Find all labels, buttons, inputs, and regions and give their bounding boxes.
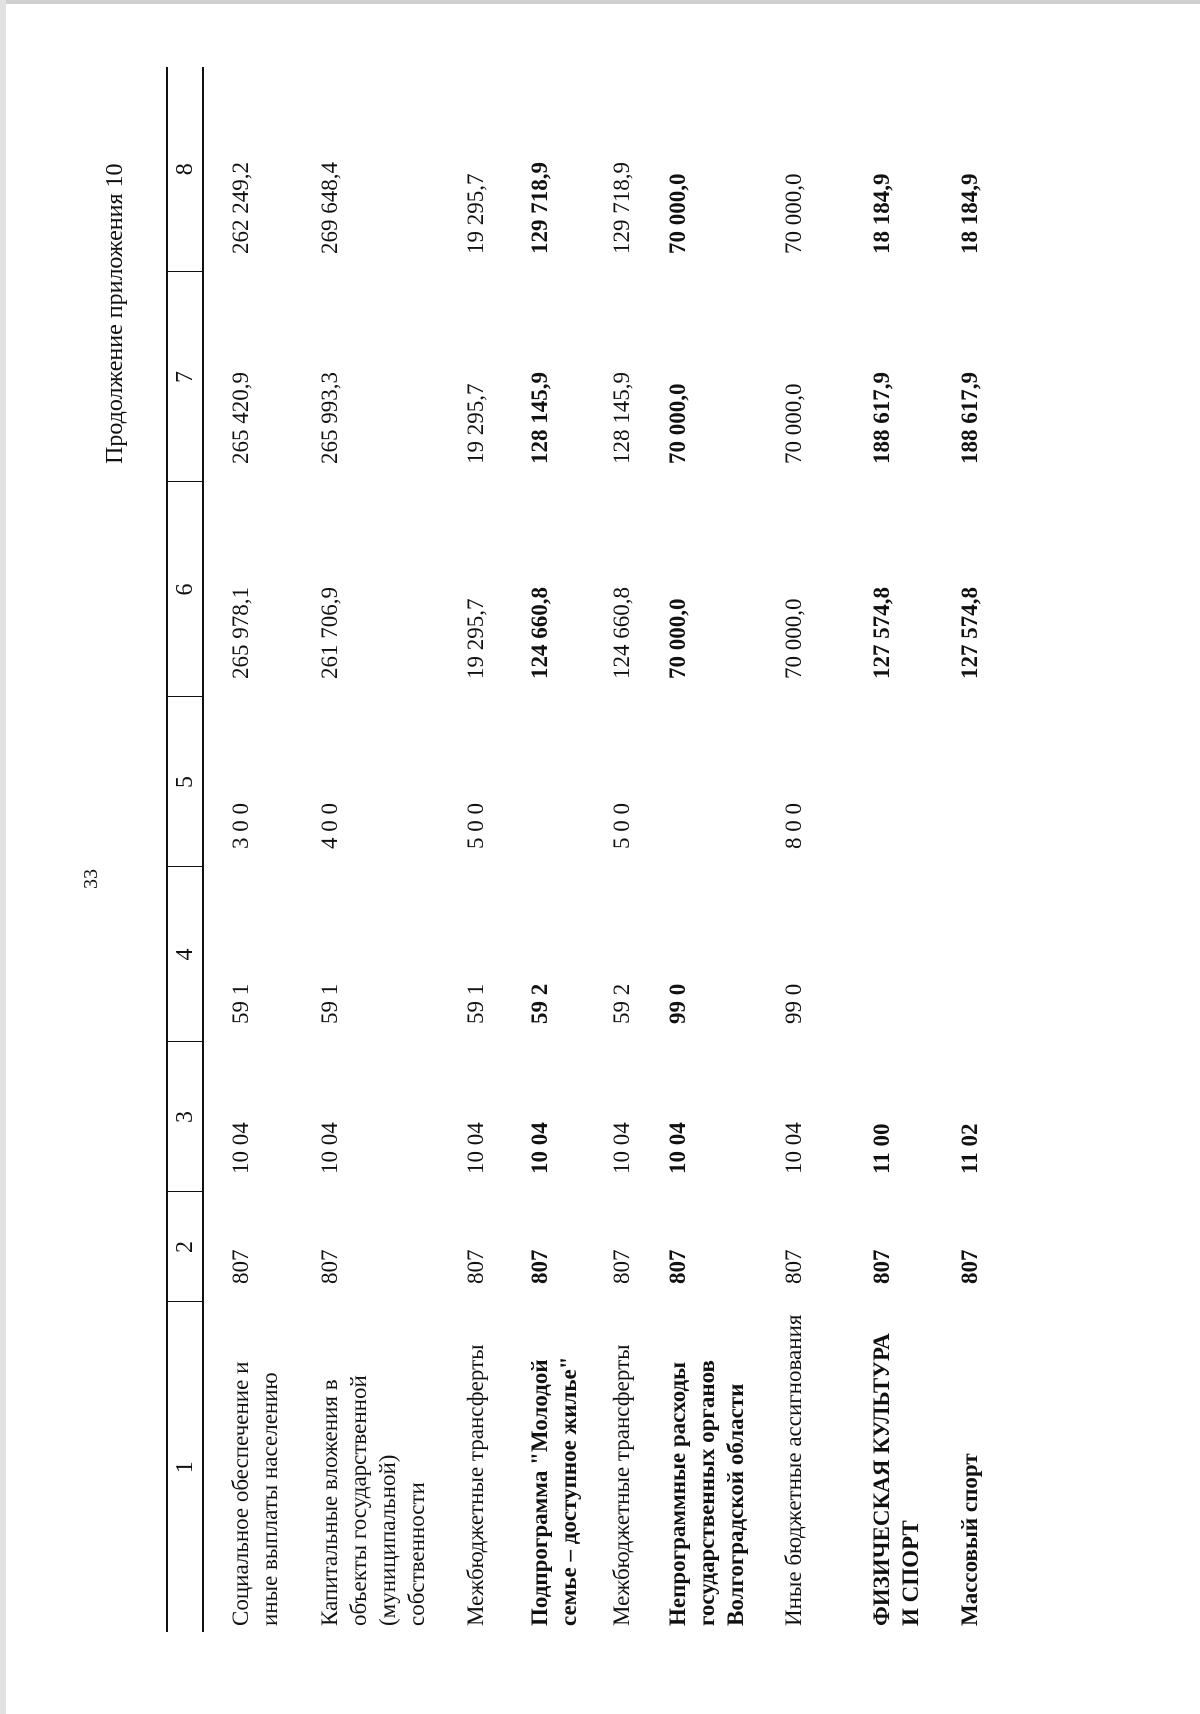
cell-col-4: 99 0	[781, 983, 806, 1024]
cell-col-8: 18 184,9	[869, 173, 894, 254]
cell-col-2: 807	[463, 1249, 488, 1284]
cell-col-6: 70 000,0	[781, 598, 806, 679]
cell-col-6: 127 574,8	[869, 587, 894, 679]
cell-col-2: 807	[665, 1249, 690, 1284]
cell-col-6: 265 978,1	[228, 587, 253, 679]
cell-col-2: 807	[781, 1249, 806, 1284]
table-row	[933, 67, 1003, 1632]
cell-col-6: 261 706,9	[317, 587, 342, 679]
cell-col-5	[503, 697, 585, 867]
cell-col-7: 265 993,3	[317, 372, 342, 464]
row-name: ФИЗИЧЕСКАЯ КУЛЬТУРА И СПОРТ	[869, 1333, 923, 1626]
cell-col-3: 10 04	[228, 1122, 253, 1174]
cell-col-6: 70 000,0	[665, 598, 690, 679]
cell-col-5	[641, 697, 757, 867]
cell-col-6: 127 574,8	[957, 587, 982, 679]
cell-col-5: 3 0 0	[228, 803, 253, 849]
cell-col-4: 59 2	[527, 983, 552, 1024]
row-name: Иные бюджетные ассигнования	[781, 1314, 806, 1626]
row-name: Массовый спорт	[957, 1453, 982, 1626]
header-col-7: 7	[167, 272, 203, 482]
cell-col-8: 70 000,0	[665, 173, 690, 254]
table-row	[845, 67, 933, 1632]
cell-col-5: 8 0 0	[781, 803, 806, 849]
table-row	[757, 67, 845, 1632]
budget-table	[166, 67, 1003, 1632]
cell-col-6: 19 295,7	[463, 598, 488, 679]
cell-col-7: 188 617,9	[869, 372, 894, 464]
cell-col-4: 59 1	[463, 983, 488, 1024]
row-name: Социальное обеспечение и иные выплаты населению	[228, 1361, 282, 1626]
cell-col-8: 19 295,7	[463, 173, 488, 254]
header-col-1: 1	[167, 1302, 203, 1632]
row-name: Межбюджетные трансферты	[609, 1344, 634, 1626]
cell-col-8: 129 718,9	[609, 162, 634, 254]
table-row	[203, 67, 293, 1632]
cell-col-4: 59 1	[317, 983, 342, 1024]
cell-col-2: 807	[317, 1249, 342, 1284]
row-name: Межбюджетные трансферты	[463, 1344, 488, 1626]
cell-col-3: 11 02	[957, 1123, 982, 1174]
cell-col-3: 10 04	[781, 1122, 806, 1174]
cell-col-7: 70 000,0	[665, 383, 690, 464]
header-col-6: 6	[167, 482, 203, 697]
cell-col-3: 10 04	[609, 1122, 634, 1174]
cell-col-3: 11 00	[869, 1123, 894, 1174]
cell-col-3: 10 04	[463, 1122, 488, 1174]
cell-col-4: 59 2	[609, 983, 634, 1024]
cell-col-4	[933, 867, 1003, 1042]
cell-col-3: 10 04	[665, 1122, 690, 1174]
table-row	[503, 67, 585, 1632]
table-row	[293, 67, 439, 1632]
header-col-8: 8	[167, 67, 203, 272]
table-row	[585, 67, 641, 1632]
cell-col-2: 807	[527, 1249, 552, 1284]
row-name: Подпрограмма "Молодой семье – доступное жилье"	[527, 1356, 581, 1626]
cell-col-4: 59 1	[228, 983, 253, 1024]
cell-col-2: 807	[609, 1249, 634, 1284]
cell-col-5: 5 0 0	[463, 803, 488, 849]
cell-col-5: 5 0 0	[609, 803, 634, 849]
cell-col-8: 18 184,9	[957, 173, 982, 254]
header-col-2: 2	[167, 1192, 203, 1302]
cell-col-4: 99 0	[665, 983, 690, 1024]
appendix-caption: Продолжение приложения 10	[102, 163, 128, 464]
cell-col-2: 807	[869, 1249, 894, 1284]
row-name: Непрограммные расходы государственных органов Волгоградской области	[665, 1360, 748, 1626]
cell-col-7: 265 420,9	[228, 372, 253, 464]
cell-col-7: 188 617,9	[957, 372, 982, 464]
cell-col-7: 19 295,7	[463, 383, 488, 464]
cell-col-8: 70 000,0	[781, 173, 806, 254]
row-name: Капитальные вложения в объекты государственной (муниципальной) собственности	[317, 1375, 429, 1626]
cell-col-7: 70 000,0	[781, 383, 806, 464]
page-number: 33	[80, 869, 102, 889]
table-row	[641, 67, 757, 1632]
cell-col-8: 262 249,2	[228, 162, 253, 254]
cell-col-7: 128 145,9	[609, 372, 634, 464]
cell-col-4	[845, 867, 933, 1042]
cell-col-7: 128 145,9	[527, 372, 552, 464]
cell-col-8: 129 718,9	[527, 162, 552, 254]
cell-col-5: 4 0 0	[317, 803, 342, 849]
cell-col-8: 269 648,4	[317, 162, 342, 254]
cell-col-2: 807	[957, 1249, 982, 1284]
header-col-3: 3	[167, 1042, 203, 1192]
cell-col-3: 10 04	[317, 1122, 342, 1174]
cell-col-6: 124 660,8	[527, 587, 552, 679]
table-row	[439, 67, 503, 1632]
cell-col-3: 10 04	[527, 1122, 552, 1174]
cell-col-2: 807	[228, 1249, 253, 1284]
cell-col-6: 124 660,8	[609, 587, 634, 679]
cell-col-5	[933, 697, 1003, 867]
header-col-5: 5	[167, 697, 203, 867]
header-row	[167, 67, 203, 1632]
header-col-4: 4	[167, 867, 203, 1042]
cell-col-5	[845, 697, 933, 867]
